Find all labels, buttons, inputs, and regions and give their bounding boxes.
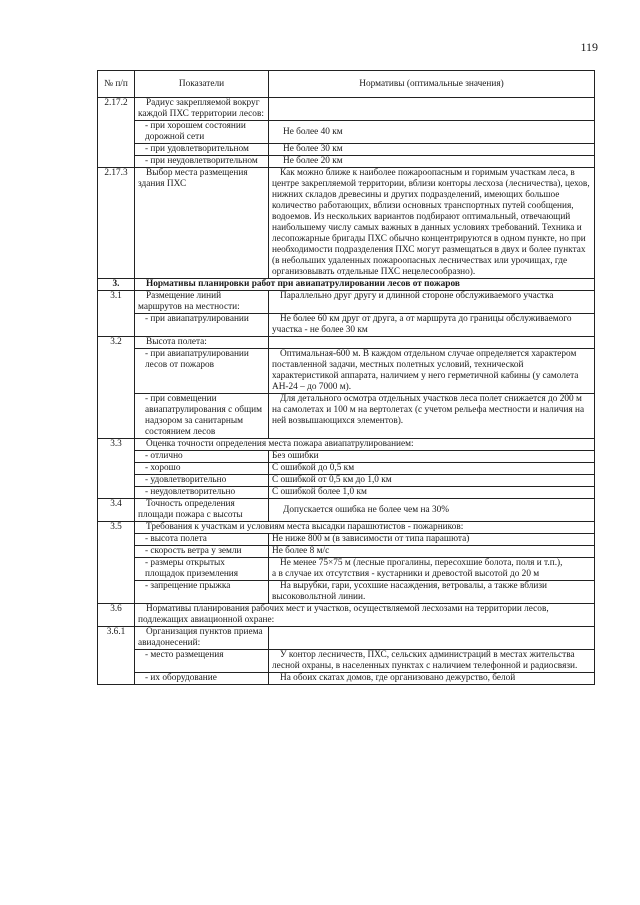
header-norms: Нормативы (оптимальные значения)	[269, 71, 595, 98]
norm-cell: Как можно ближе к наиболее пожароопасным и горимым участкам леса, в центре закрепляемой территории, вблизи конторы лесхоза (лесничества), цехов, нижних складов древесины и других подразделений, имеющих большое количество работающих, вблизи основных транспортных путей сообщения, водоемов. Из нескольких вариантов подбирают оптимальный, отвечающий наибольшему числу самых важных в данных условиях требований. Техника и лесопожарные бригады ПХС обычно концентрируются в одном пункте, но при необходимости подразделения ПХС могут размещаться в двух и более пунктах (в небольших удаленных пожароопасных лесничествах или урочищах, где организовывать отдельные ПХС нецелесообразно).	[269, 168, 595, 279]
row-number: 3.6.1	[98, 627, 135, 685]
norm-cell: Без ошибки	[269, 451, 595, 463]
table-row	[98, 168, 595, 279]
table-row	[98, 144, 595, 156]
indicator-cell: - место размещения	[135, 650, 269, 673]
table-row	[98, 314, 595, 337]
norm-cell: С ошибкой от 0,5 км до 1,0 км	[269, 475, 595, 487]
indicator-cell: - при хорошем состоянии дорожной сети	[135, 121, 269, 144]
header-num: № п/п	[98, 71, 135, 98]
row-number: 3.6	[98, 604, 135, 627]
table-row	[98, 627, 595, 650]
table-row	[98, 650, 595, 673]
norm-cell: Не более 30 км	[269, 144, 595, 156]
indicator-cell: Точность определения площади пожара с высоты	[135, 499, 269, 522]
table-row	[98, 439, 595, 451]
norm-text-line: а в случае их отсутствия - кустарники и древостой высотой до 20 м	[272, 569, 540, 579]
indicator-cell: - при совмещении авиапатрулирования с общим надзором за санитарным состоянием лесов	[135, 394, 269, 439]
header-indicators: Показатели	[135, 71, 269, 98]
norm-text-line: Не менее 75×75 м (лесные прогалины, пересохшие болота, поля и т.п.),	[280, 558, 563, 568]
norm-cell: Не более 8 м/с	[269, 546, 595, 558]
indicator-cell: - при удовлетворительном	[135, 144, 269, 156]
table-row	[98, 475, 595, 487]
indicator-cell: - высота полета	[135, 534, 269, 546]
table-row	[98, 499, 595, 522]
row-number: 2.17.3	[98, 168, 135, 279]
subsection-title: Оценка точности определения места пожара авиапатрулированием:	[135, 439, 595, 451]
norm-cell	[269, 627, 595, 650]
norm-cell: Не более 60 км друг от друга, а от маршрута до границы обслуживаемого участка - не более 30 км	[269, 314, 595, 337]
indicator-cell: - скорость ветра у земли	[135, 546, 269, 558]
norms-table	[97, 70, 595, 685]
table-row	[98, 487, 595, 499]
table-row	[98, 337, 595, 349]
norm-cell: Не более 20 км	[269, 156, 595, 168]
indicator-cell: Выбор места размещения здания ПХС	[135, 168, 269, 279]
table-row	[98, 98, 595, 121]
norm-cell: С ошибкой до 0,5 км	[269, 463, 595, 475]
row-number: 3.1	[98, 291, 135, 337]
norm-cell	[269, 98, 595, 121]
indicator-cell: Высота полета:	[135, 337, 269, 349]
norm-cell: Параллельно друг другу и длинной стороне обслуживаемого участка	[269, 291, 595, 314]
table-row	[98, 451, 595, 463]
table-header-row	[98, 71, 595, 98]
norm-cell: Не более 40 км	[269, 121, 595, 144]
norm-cell: Для детального осмотра отдельных участков леса полет снижается до 200 м на самолетах и 100 м на вертолетах (с учетом рельефа местности и наличия на ней возвышающихся элементов).	[269, 394, 595, 439]
subsection-title: Требования к участкам и условиям места высадки парашютистов - пожарников:	[135, 522, 595, 534]
table-row	[98, 394, 595, 439]
table-row	[98, 673, 595, 685]
section-number: 3.	[98, 279, 135, 291]
norm-cell: На обоих скатах домов, где организовано дежурство, белой	[269, 673, 595, 685]
page-number: 119	[580, 40, 598, 54]
indicator-cell: Организация пунктов приема авиадонесений:	[135, 627, 269, 650]
indicator-cell: Размещение линий маршрутов на местности:	[135, 291, 269, 314]
indicator-cell: Радиус закрепляемой вокруг каждой ПХС территории лесов:	[135, 98, 269, 121]
table-row	[98, 291, 595, 314]
table-row	[98, 463, 595, 475]
indicator-cell: - их оборудование	[135, 673, 269, 685]
indicator-cell: - удовлетворительно	[135, 475, 269, 487]
table-row	[98, 581, 595, 604]
table-row	[98, 558, 595, 581]
norm-cell	[269, 558, 595, 581]
indicator-cell: - неудовлетворительно	[135, 487, 269, 499]
norm-cell: Оптимальная-600 м. В каждом отдельном случае определяется характером поставленной задачи, местных полетных условий, технической характеристикой аппарата, наличием у него герметичной кабины (у самолета АН-24 – до 7000 м).	[269, 349, 595, 394]
row-number: 3.4	[98, 499, 135, 522]
indicator-cell: - при авиапатрулировании	[135, 314, 269, 337]
subsection-title: Нормативы планирования рабочих мест и участков, осуществляемой лесхозами на территории лесов, подлежащих авиационной охране:	[135, 604, 595, 627]
norm-cell: С ошибкой более 1,0 км	[269, 487, 595, 499]
section-title: Нормативы планировки работ при авиапатрулировании лесов от пожаров	[135, 279, 595, 291]
table-row	[98, 121, 595, 144]
row-number: 3.5	[98, 522, 135, 604]
section-row	[98, 279, 595, 291]
table-row	[98, 546, 595, 558]
norm-cell: Не ниже 800 м (в зависимости от типа парашюта)	[269, 534, 595, 546]
row-number: 3.2	[98, 337, 135, 439]
indicator-cell: - при авиапатрулировании лесов от пожаров	[135, 349, 269, 394]
indicator-cell: - запрещение прыжка	[135, 581, 269, 604]
indicator-cell: - отлично	[135, 451, 269, 463]
norm-cell: У контор лесничеств, ПХС, сельских администраций в местах жительства лесной охраны, в населенных пунктах с наличием телефонной и радиосвязи.	[269, 650, 595, 673]
indicator-cell: - размеры открытых площадок приземления	[135, 558, 269, 581]
norm-cell	[269, 337, 595, 349]
row-number: 3.3	[98, 439, 135, 499]
table-row	[98, 534, 595, 546]
indicator-cell: - при неудовлетворительном	[135, 156, 269, 168]
table-row	[98, 156, 595, 168]
row-number: 2.17.2	[98, 98, 135, 168]
norm-cell: Допускается ошибка не более чем на 30%	[269, 499, 595, 522]
indicator-cell: - хорошо	[135, 463, 269, 475]
table-row	[98, 604, 595, 627]
norm-cell: На вырубки, гари, усохшие насаждения, ветровалы, а также вблизи высоковольтной линии.	[269, 581, 595, 604]
table-row	[98, 349, 595, 394]
table-row	[98, 522, 595, 534]
